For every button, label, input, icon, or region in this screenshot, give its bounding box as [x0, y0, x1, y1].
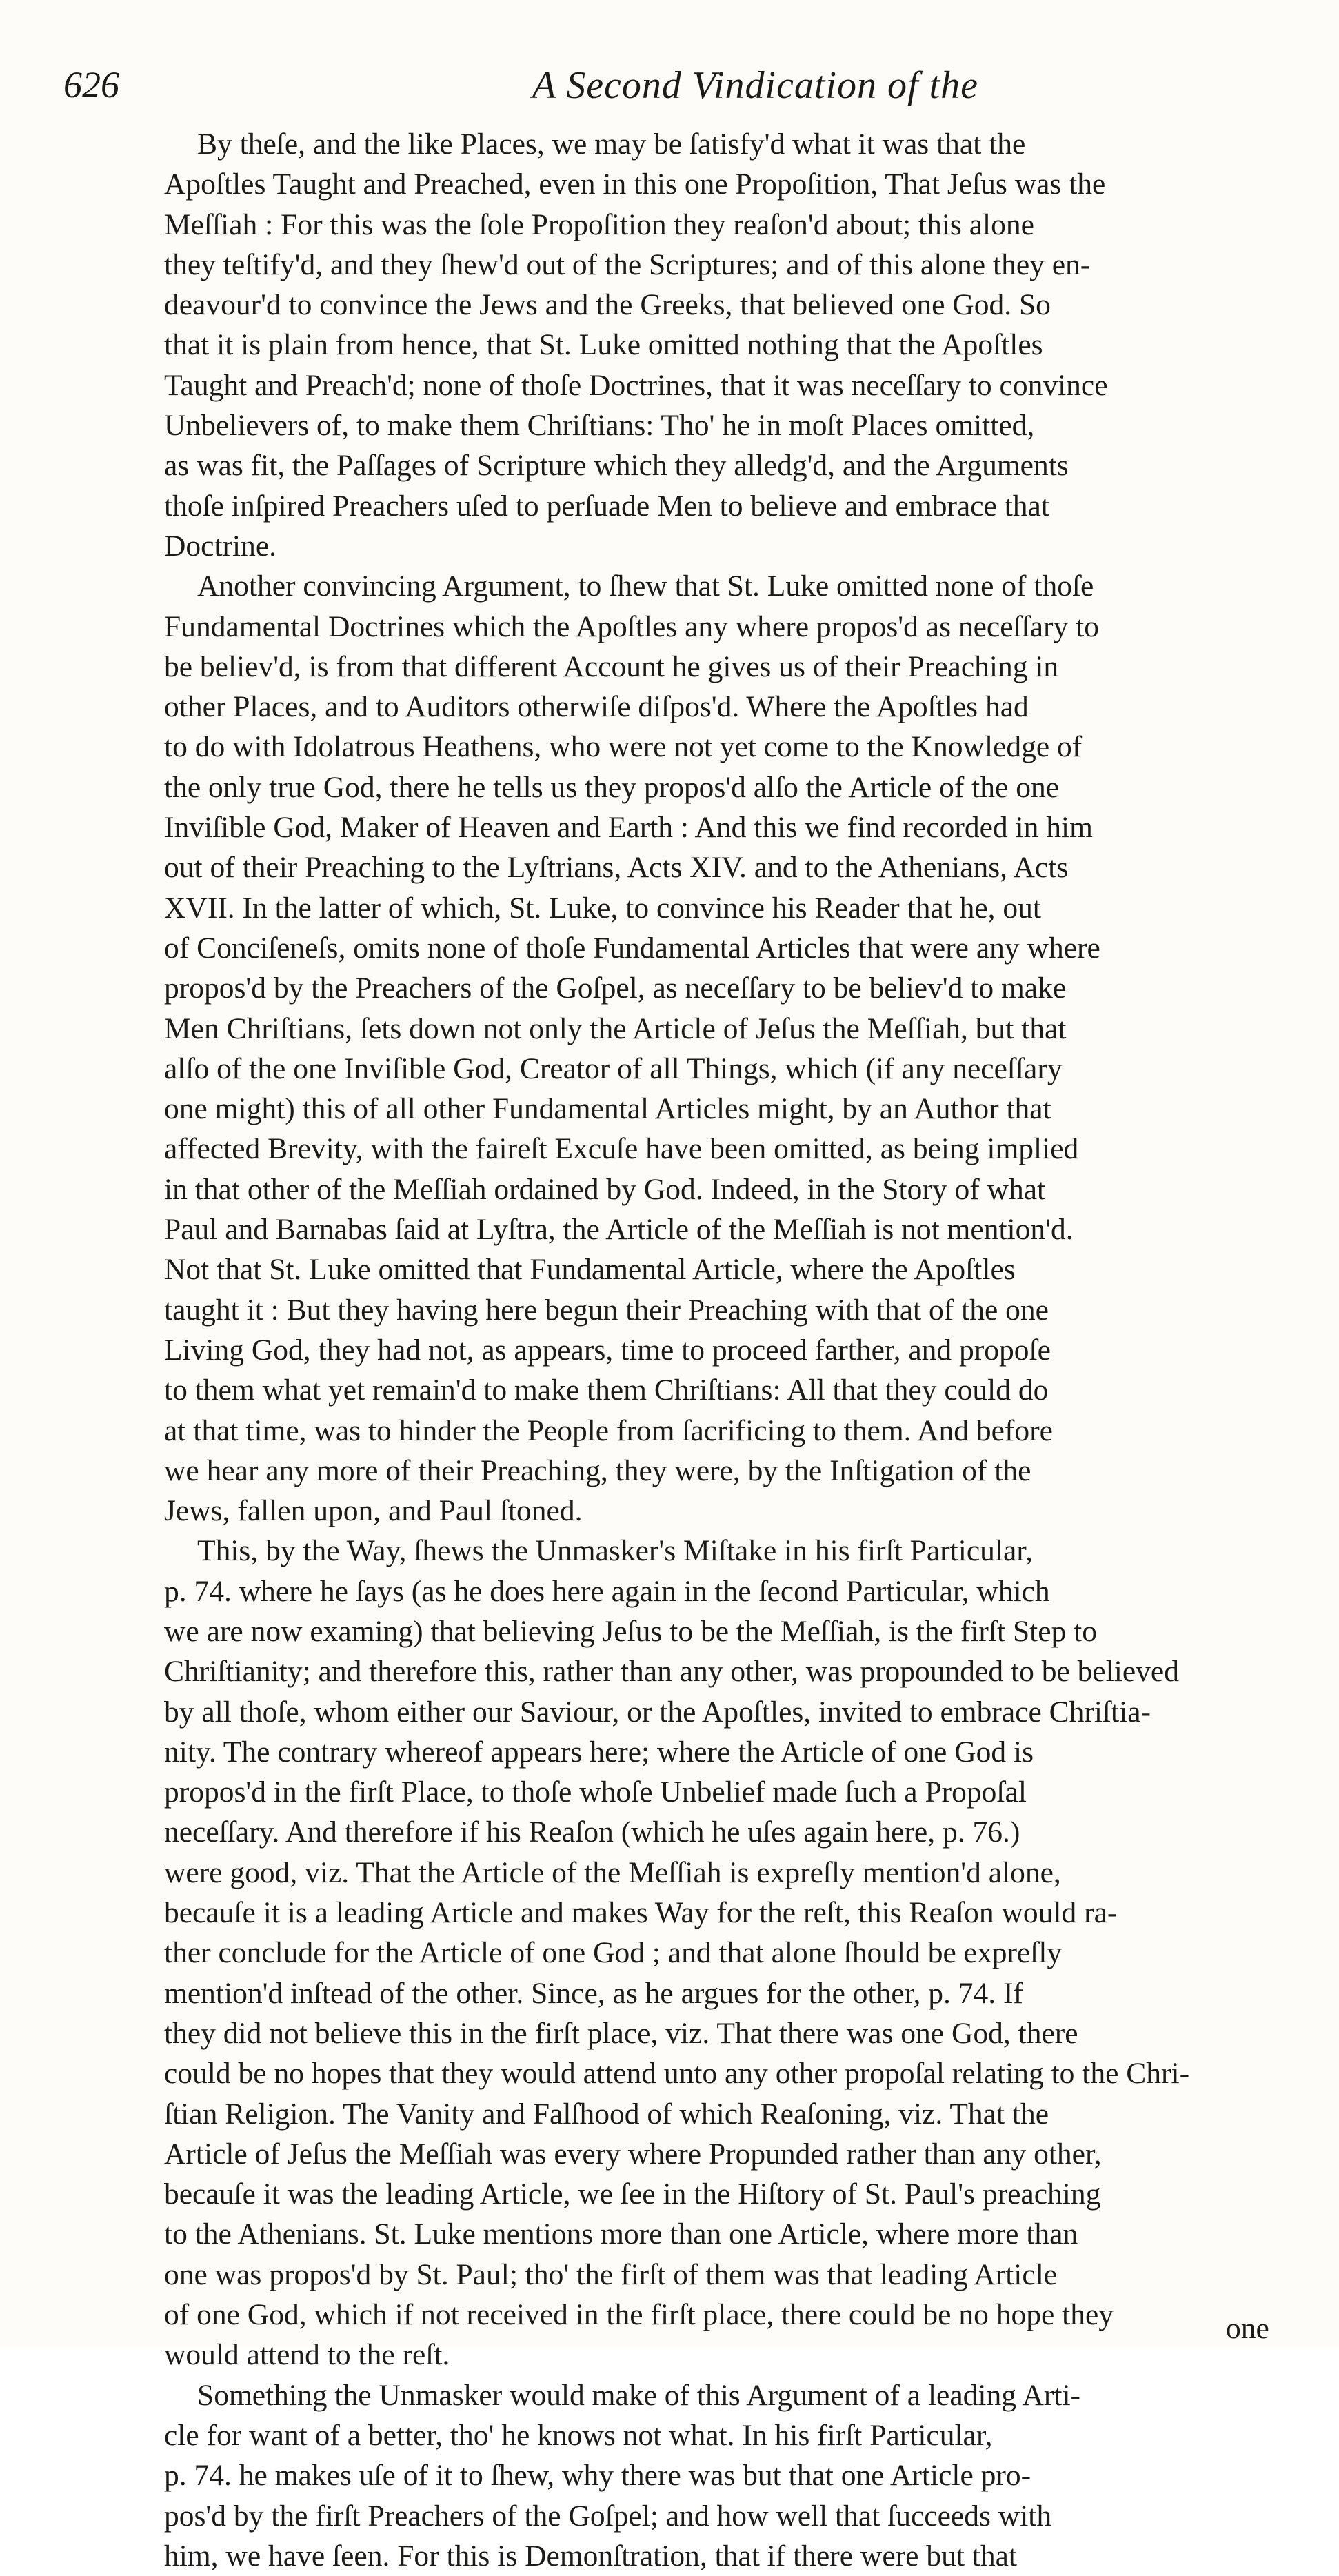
text-line: would attend to the reſt. [164, 2338, 450, 2372]
text-line: Unbelievers of, to make them Chriſtians: Tho' he in moſt Places omitted, [164, 409, 1035, 443]
paragraph [164, 2375, 1271, 2576]
text-line: becauſe it was the leading Article, we ſee in the Hiſtory of St. Paul's preaching [164, 2177, 1101, 2211]
text-line: at that time, was to hinder the People from ſacrificing to them. And before [164, 1413, 1053, 1447]
text-line: in that other of the Meſſiah ordained by God. Indeed, in the Story of what [164, 1172, 1046, 1206]
text-line: one was propos'd by St. Paul; tho' the firſt of them was that leading Article [164, 2257, 1058, 2291]
catchword: one [1226, 2312, 1269, 2345]
text-line: propos'd in the firſt Place, to thoſe whoſe Unbelief made ſuch a Propoſal [164, 1775, 1027, 1809]
text-line: as was fit, the Paſſages of Scripture which they alledg'd, and the Arguments [164, 449, 1069, 483]
text-line: him, we have ſeen. For this is Demonſtration, that if there were but that [164, 2539, 1018, 2573]
text-line: of one God, which if not received in the firſt place, there could be no hope they [164, 2298, 1114, 2332]
paragraph [164, 124, 1271, 566]
text-line: the only true God, there he tells us they propos'd alſo the Article of the one [164, 770, 1060, 804]
text-line: be believ'd, is from that different Account he gives us of their Preaching in [164, 650, 1059, 683]
text-line: out of their Preaching to the Lyſtrians, Acts XIV. and to the Athenians, Acts [164, 851, 1069, 885]
text-line: to the Athenians. St. Luke mentions more than one Article, where more than [164, 2217, 1078, 2251]
text-line: Article of Jeſus the Meſſiah was every where Propunded rather than any other, [164, 2137, 1102, 2171]
text-line: alſo of the one Inviſible God, Creator of all Things, which (if any neceſſary [164, 1051, 1063, 1085]
running-head: A Second Vindication of the [532, 64, 979, 107]
text-line: Something the Unmasker would make of this Argument of a leading Arti- [197, 2378, 1081, 2412]
text-line: Paul and Barnabas ſaid at Lyſtra, the Article of the Meſſiah is not mention'd. [164, 1213, 1074, 1247]
text-line: of Conciſeneſs, omits none of thoſe Fundamental Articles that were any where [164, 931, 1100, 965]
paragraph [164, 1531, 1271, 2375]
page-header [63, 63, 1277, 119]
text-line: Living God, they had not, as appears, time to proceed farther, and propoſe [164, 1333, 1051, 1367]
text-line: Chriſtianity; and therefore this, rather than any other, was propounded to be believed [164, 1655, 1179, 1689]
text-line: to them what yet remain'd to make them Chriſtians: All that they could do [164, 1373, 1049, 1407]
text-line: Taught and Preach'd; none of thoſe Doctrines, that it was neceſſary to convince [164, 368, 1108, 402]
text-line: we hear any more of their Preaching, they were, by the Inſtigation of the [164, 1453, 1031, 1487]
text-line: that it is plain from hence, that St. Luke omitted nothing that the Apoſtles [164, 328, 1043, 362]
page-number: 626 [63, 64, 119, 105]
text-line: becauſe it is a leading Article and makes Way for the reſt, this Reaſon would ra- [164, 1896, 1118, 1930]
text-line: p. 74. he makes uſe of it to ſhew, why there was but that one Article pro- [164, 2459, 1031, 2493]
text-line: cle for want of a better, tho' he knows not what. In his firſt Particular, [164, 2418, 993, 2452]
text-line: Meſſiah : For this was the ſole Propoſition they reaſon'd about; this alone [164, 208, 1034, 241]
text-line: were good, viz. That the Article of the Meſſiah is expreſly mention'd alone, [164, 1855, 1061, 1889]
text-line: one might) this of all other Fundamental Articles might, by an Author that [164, 1092, 1051, 1126]
text-line: Not that St. Luke omitted that Fundamental Article, where the Apoſtles [164, 1253, 1016, 1287]
text-line: to do with Idolatrous Heathens, who were not yet come to the Knowledge of [164, 730, 1083, 764]
text-line: other Places, and to Auditors otherwiſe diſpos'd. Where the Apoſtles had [164, 690, 1029, 724]
text-line: propos'd by the Preachers of the Goſpel, as neceſſary to be believ'd to make [164, 972, 1067, 1005]
paragraph [164, 566, 1271, 1531]
text-line: Doctrine. [164, 529, 277, 563]
text-line: XVII. In the latter of which, St. Luke, to convince his Reader that he, out [164, 891, 1042, 925]
text-line: thoſe inſpired Preachers uſed to perſuade Men to believe and embrace that [164, 489, 1049, 523]
text-line: taught it : But they having here begun their Preaching with that of the one [164, 1293, 1049, 1327]
text-line: by all thoſe, whom either our Saviour, or the Apoſtles, invited to embrace Chriſtia- [164, 1695, 1151, 1729]
text-body [164, 124, 1271, 2576]
text-line: we are now examing) that believing Jeſus to be the Meſſiah, is the firſt Step to [164, 1614, 1098, 1648]
text-line: ſtian Religion. The Vanity and Falſhood of which Reaſoning, viz. That the [164, 2097, 1049, 2131]
text-line: By theſe, and the like Places, we may be ſatisfy'd what it was that the [197, 128, 1026, 161]
text-line: could be no hopes that they would attend unto any other propoſal relating to the Chri- [164, 2057, 1190, 2091]
text-line: they teſtify'd, and they ſhew'd out of the Scriptures; and of this alone they en- [164, 248, 1091, 281]
text-line: p. 74. where he ſays (as he does here again in the ſecond Particular, which [164, 1574, 1050, 1608]
text-line: they did not believe this in the firſt place, viz. That there was one God, there [164, 2016, 1078, 2050]
text-line: Inviſible God, Maker of Heaven and Earth : And this we find recorded in him [164, 811, 1093, 845]
text-line: ther conclude for the Article of one God ; and that alone ſhould be expreſly [164, 1936, 1063, 1970]
text-line: pos'd by the firſt Preachers of the Goſpel; and how well that ſucceeds with [164, 2499, 1052, 2533]
text-line: Men Chriſtians, ſets down not only the Article of Jeſus the Meſſiah, but that [164, 1012, 1067, 1045]
text-line: deavour'd to convince the Jews and the Greeks, that believed one God. So [164, 288, 1051, 322]
text-line: Jews, fallen upon, and Paul ſtoned. [164, 1494, 583, 1528]
text-line: affected Brevity, with the faireſt Excuſe have been omitted, as being implied [164, 1132, 1079, 1166]
text-line: Another convincing Argument, to ſhew that St. Luke omitted none of thoſe [197, 570, 1094, 603]
text-line: nity. The contrary whereof appears here; where the Article of one God is [164, 1735, 1034, 1769]
text-line: This, by the Way, ſhews the Unmasker's Miſtake in his firſt Particular, [197, 1534, 1033, 1568]
text-line: mention'd inſtead of the other. Since, as he argues for the other, p. 74. If [164, 1976, 1023, 2010]
text-line: Apoſtles Taught and Preached, even in this one Propoſition, That Jeſus was the [164, 168, 1106, 201]
text-line: neceſſary. And therefore if his Reaſon (which he uſes again here, p. 76.) [164, 1815, 1020, 1849]
text-line: Fundamental Doctrines which the Apoſtles any where propos'd as neceſſary to [164, 610, 1099, 643]
